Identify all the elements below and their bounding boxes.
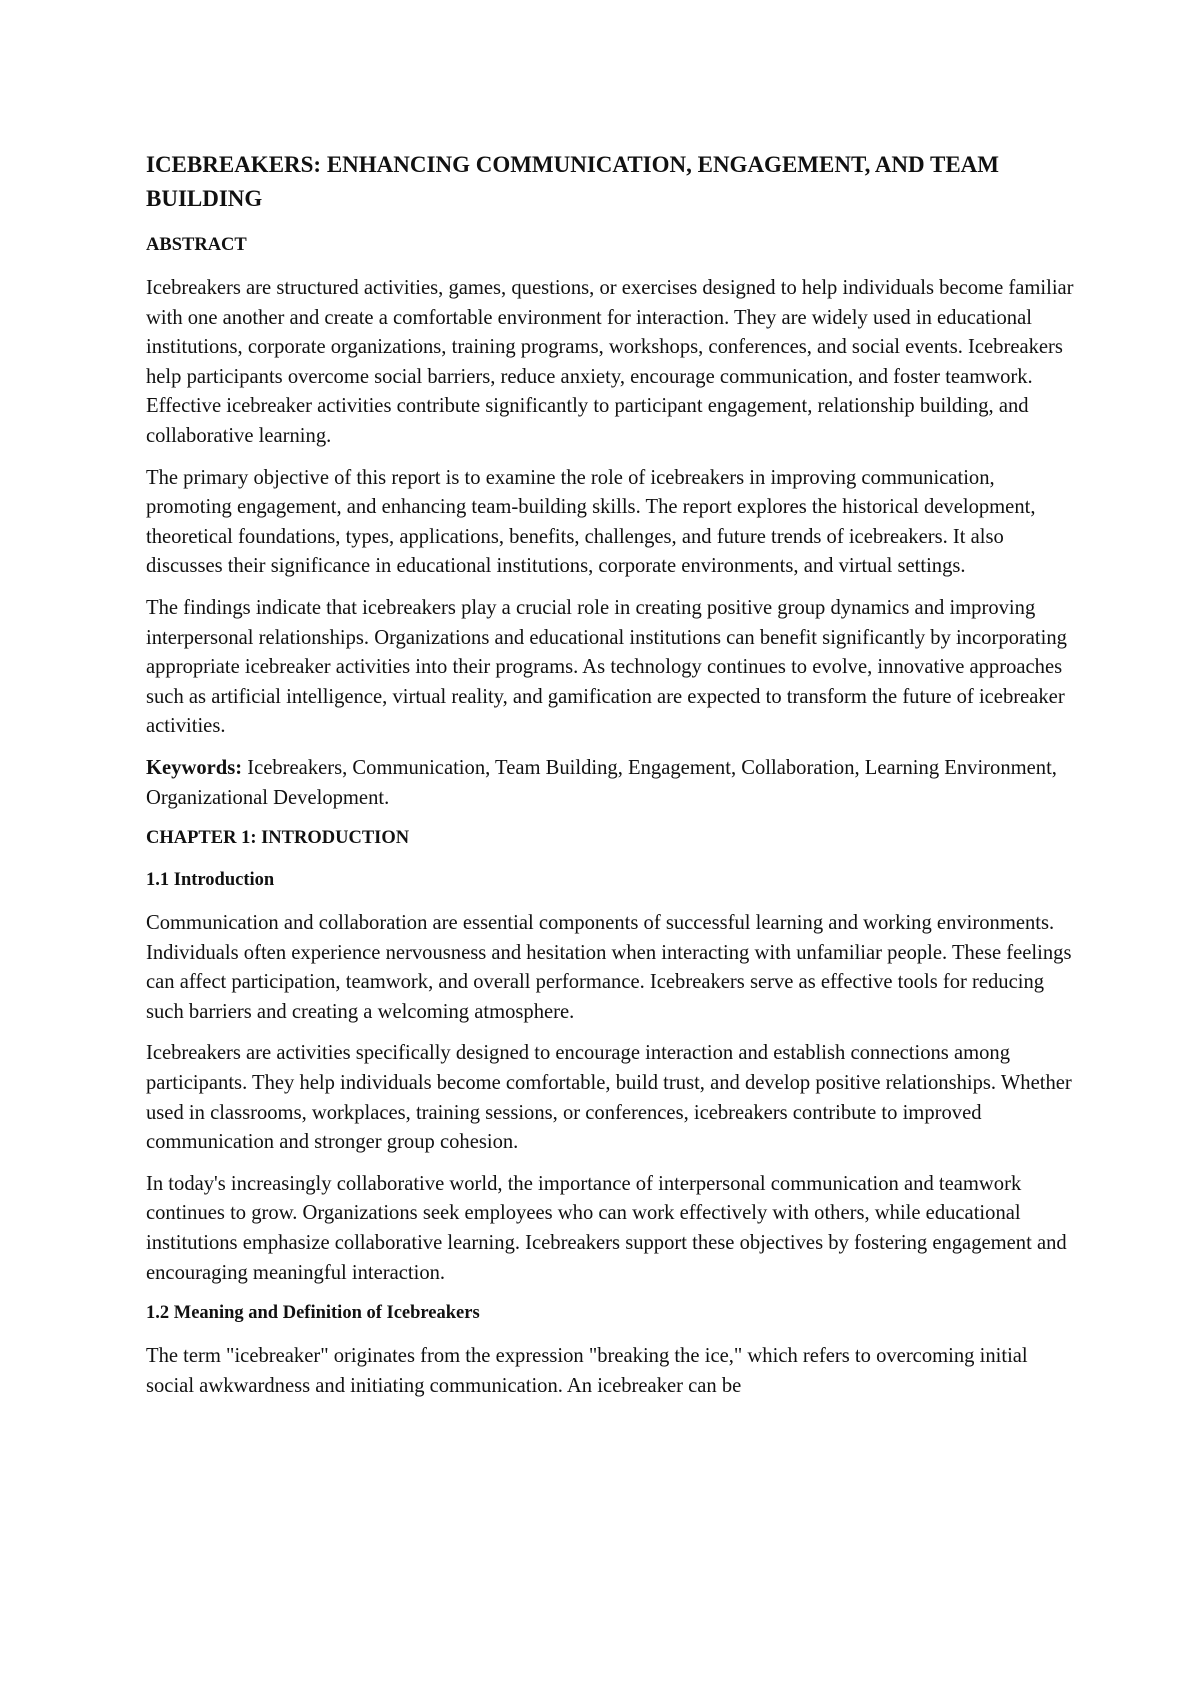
document-page <box>146 148 1076 1413</box>
abstract-paragraph: The primary objective of this report is to examine the role of icebreakers in improving communication, promoting engagement, and enhancing team-building skills. The report explores the historical development, theoretical foundations, types, applications, benefits, challenges, and future trends of icebreakers. It also discusses their significance in educational institutions, corporate environments, and virtual settings. <box>146 466 1036 578</box>
section-heading: 1.2 Meaning and Definition of Icebreakers <box>146 1303 480 1324</box>
keywords-text: Icebreakers, Communication, Team Building, Engagement, Collaboration, Learning Environment, Organizational Development. <box>146 756 1057 809</box>
body-paragraph: The term "icebreaker" originates from the expression "breaking the ice," which refers to overcoming initial social awkwardness and initiating communication. An icebreaker can be <box>146 1345 1028 1397</box>
body-paragraph: Communication and collaboration are essential components of successful learning and working environments. Individuals often experience nervousness and hesitation when interacting with unfamiliar people. These feelings can affect participation, teamwork, and overall performance. Icebreakers serve as effective tools for reducing such barriers and creating a welcoming atmosphere. <box>146 912 1072 1023</box>
chapter-heading: CHAPTER 1: INTRODUCTION <box>146 828 410 849</box>
abstract-heading: ABSTRACT <box>146 235 247 255</box>
document-title: ICEBREAKERS: ENHANCING COMMUNICATION, ENGAGEMENT, AND TEAM BUILDING <box>146 152 999 211</box>
body-paragraph: Icebreakers are activities specifically designed to encourage interaction and establish connections among participants. They help individuals become comfortable, build trust, and develop positive relationships. Whether used in classrooms, workplaces, training sessions, or conferences, icebreakers contribute to improved communication and stronger group cohesion. <box>146 1042 1072 1154</box>
abstract-paragraph: The findings indicate that icebreakers play a crucial role in creating positive group dynamics and improving interpersonal relationships. Organizations and educational institutions can benefit significantly by incorporating appropriate icebreaker activities into their programs. As technology continues to evolve, innovative approaches such as artificial intelligence, virtual reality, and gamification are expected to transform the future of icebreaker activities. <box>146 596 1067 738</box>
abstract-paragraph: Icebreakers are structured activities, games, questions, or exercises designed to help individuals become familiar with one another and create a comfortable environment for interaction. They are widely used in educational institutions, corporate organizations, training programs, workshops, conferences, and social events. Icebreakers help participants overcome social barriers, reduce anxiety, encourage communication, and foster teamwork. Effective icebreaker activities contribute significantly to participant engagement, relationship building, and collaborative learning. <box>146 277 1074 447</box>
section-heading: 1.1 Introduction <box>146 870 275 891</box>
keywords-label: Keywords: <box>146 756 243 779</box>
keywords-paragraph <box>146 754 1076 813</box>
body-paragraph: In today's increasingly collaborative world, the importance of interpersonal communication and teamwork continues to grow. Organizations seek employees who can work effectively with others, while educational institutions emphasize collaborative learning. Icebreakers support these objectives by fostering engagement and encouraging meaningful interaction. <box>146 1172 1067 1284</box>
